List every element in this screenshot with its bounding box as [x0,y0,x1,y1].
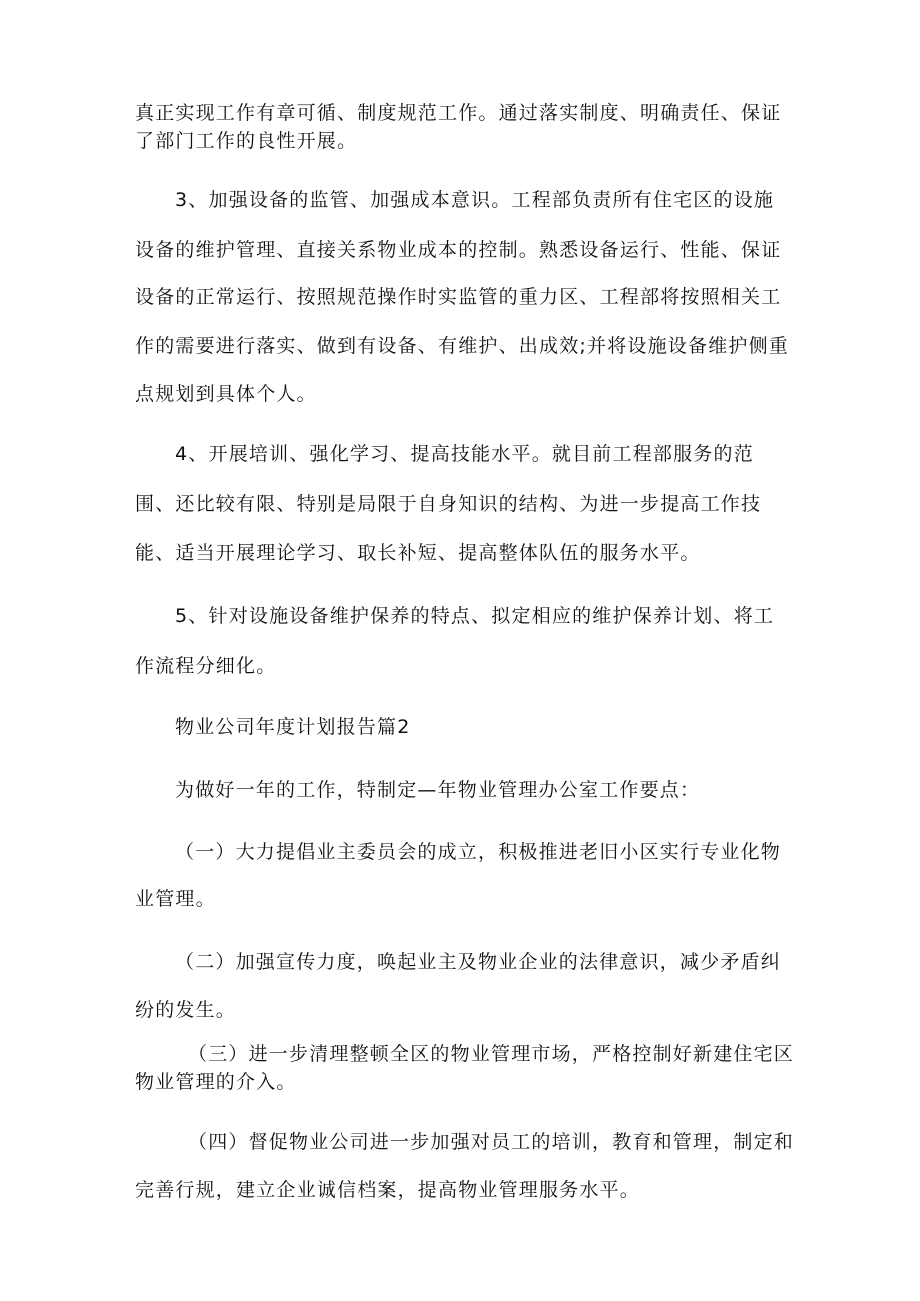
text-line: 纷的发生。 [135,999,237,1021]
text-line: 了部门工作的良性开展。 [135,130,358,152]
text-line: 点规划到具体个人。 [135,383,317,405]
text-line: 4、开展培训、强化学习、提高技能水平。就目前工程部服务的范 [175,443,754,465]
text-line: 物业管理的介入。 [135,1071,297,1093]
text-line: 设备的正常运行、按照规范操作时实监管的重力区、工程部将按照相关工 [135,286,782,308]
text-line: 能、适当开展理论学习、取长补短、提高整体队伍的服务水平。 [135,542,701,564]
text-line: 完善行规，建立企业诚信档案，提高物业管理服务水平。 [135,1179,641,1201]
text-line: 作流程分细化。 [135,655,277,677]
text-line: 围、还比较有限、特别是局限于自身知识的结构、为进一步提高工作技 [135,493,762,515]
text-line: 5、针对设施设备维护保养的特点、拟定相应的维护保养计划、将工 [175,605,775,627]
text-line: （一）大力提倡业主委员会的成立，积极推进老旧小区实行专业化物 [175,841,782,863]
text-line: 业管理。 [135,888,216,910]
text-line: 设备的维护管理、直接关系物业成本的控制。熟悉设备运行、性能、保证 [135,239,782,261]
text-line: （三）进一步清理整顿全区的物业管理市场，严格控制好新建住宅区 [188,1043,795,1065]
text-line: 作的需要进行落实、做到有设备、有维护、出成效;并将设施设备维护侧重 [135,335,790,357]
text-line: 3、加强设备的监管、加强成本意识。工程部负责所有住宅区的设施 [175,189,775,211]
text-line: （四）督促物业公司进一步加强对员工的培训，教育和管理，制定和 [188,1131,795,1153]
text-line: （二）加强宣传力度，唤起业主及物业企业的法律意识，减少矛盾纠 [175,951,782,973]
section-heading: 物业公司年度计划报告篇2 [175,716,411,738]
text-line: 真正实现工作有章可循、制度规范工作。通过落实制度、明确责任、保证 [135,102,782,124]
text-line: 为做好一年的工作，特制定—年物业管理办公室工作要点： [175,779,701,801]
